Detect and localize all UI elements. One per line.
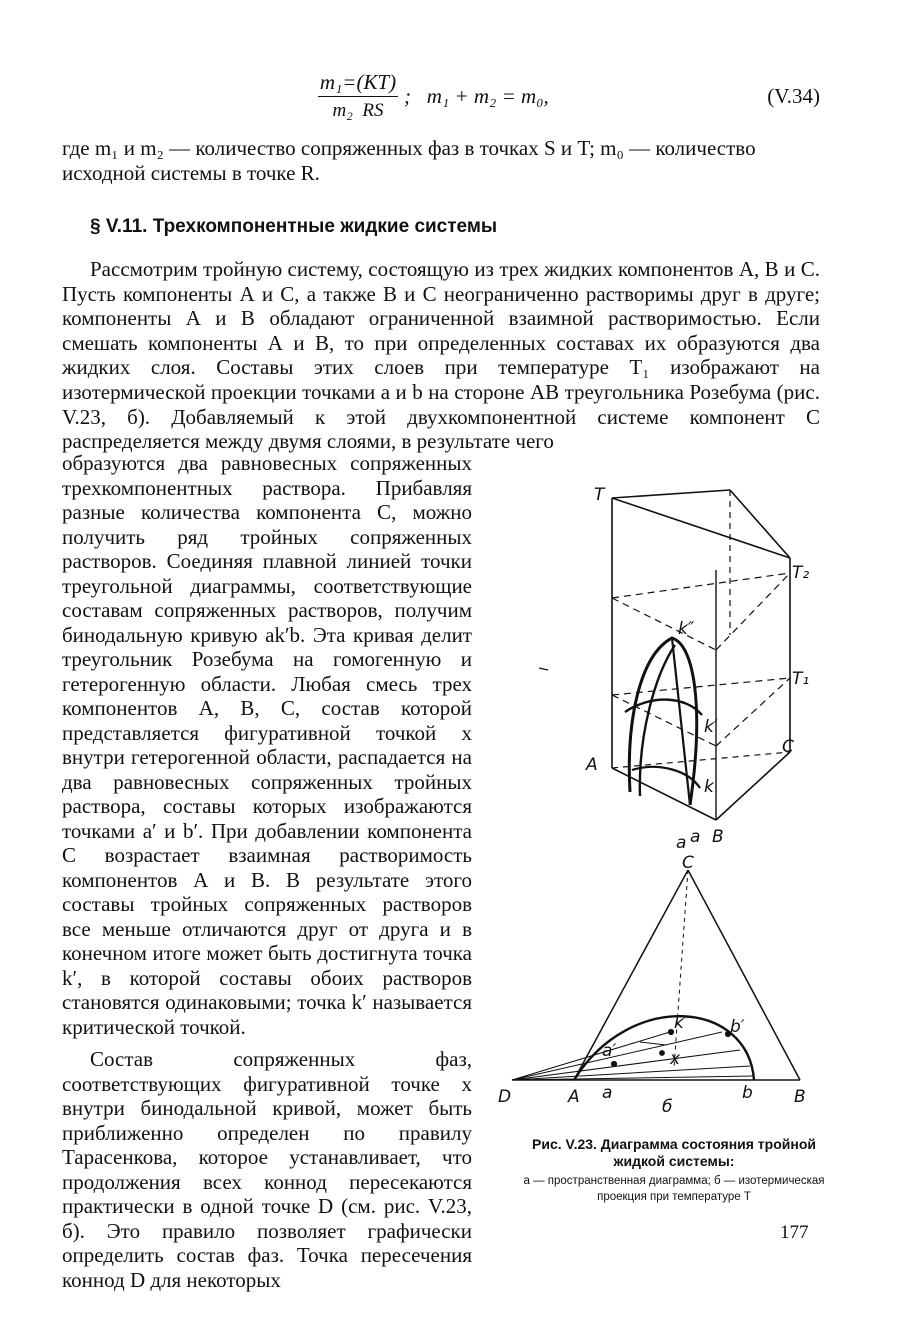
figure-caption — [520, 1136, 828, 1205]
point-x — [660, 1051, 665, 1056]
caption-description: а — пространственная диаграмма; б — изотермическая проекция при температуре T — [523, 1175, 825, 1203]
phase-diagram-svg — [490, 470, 830, 1120]
fraction-numerator: m₁ — [319, 70, 343, 94]
label-a: a — [690, 827, 701, 847]
isothermal-triangle — [512, 870, 800, 1080]
binodal-curve — [574, 1016, 754, 1080]
fraction-bar — [318, 96, 398, 97]
label-C: C — [782, 737, 794, 757]
label-tri-x: x — [670, 1049, 681, 1069]
prism-base-ac-hidden — [612, 752, 790, 768]
figure-v23 — [490, 470, 830, 1120]
label-tri-D: D — [498, 1087, 512, 1107]
tie-line-1 — [512, 1032, 670, 1080]
conode-short — [640, 1042, 666, 1045]
prism-diagram — [539, 490, 790, 820]
mass-sum: m₁ + m₂ = m₀, — [426, 84, 549, 108]
section-heading: § V.11. Трехкомпонентные жидкие системы — [90, 216, 498, 237]
label-T: T — [594, 485, 605, 505]
label-tri-k-prime: k′ — [674, 1013, 688, 1033]
point-a-prime — [611, 1061, 616, 1066]
label-tri-a-prime: a′ — [602, 1041, 617, 1061]
tie-line-2 — [512, 1032, 722, 1080]
label-tri-b-prime: b′ — [730, 1017, 745, 1037]
label-tri-A: A — [568, 1087, 580, 1107]
tie-line-3 — [512, 1050, 740, 1080]
binodal-surface-low — [632, 767, 700, 788]
label-tri-C: C — [682, 853, 694, 873]
fraction-denominator: m₂ — [332, 100, 353, 121]
label-tri-a: a — [602, 1083, 613, 1103]
label-tri-b: b — [742, 1083, 753, 1103]
prism-base-bc — [716, 752, 790, 820]
page-number: 177 — [780, 1222, 809, 1243]
isotherm-t2-side — [716, 573, 790, 650]
label-k-double-prime: k″ — [678, 619, 695, 639]
isotherm-t1-front — [612, 695, 716, 746]
panel-label-a: а — [676, 833, 687, 853]
label-k-prime: k′ — [704, 717, 718, 737]
fraction: m₁=(KT) m₂ RS — [319, 70, 397, 121]
label-A: A — [586, 755, 598, 775]
equation-v34: m₁=(KT) m₂ RS ; m₁ + m₂ = m₀, (V.34) — [319, 70, 820, 121]
label-T1: T₁ — [792, 669, 810, 689]
fraction-numerator-right: (KT) — [356, 70, 397, 94]
fraction-denominator-right: RS — [362, 100, 384, 121]
paragraph-tarasenkov: Состав сопряженных фаз, соответствующих фигуративной точке x внутри бинодальной кривой, может быть приближенно определен по правилу Тарасенкова, которое устанавливает, что продолжения всех коннод пересекаются практически в одной точке D (см. рис. V.23, б). Это правило позволяет графически определить состав фаз. Точка пересечения коннод D для некоторых — [62, 1047, 472, 1292]
prism-top-edge-back — [612, 490, 730, 498]
paragraph-intro: Рассмотрим тройную систему, состоящую из трех жидких компонентов А, В и С. Пусть компоненты А и С, а также В и С неограниченно растворимы друг в друге; компоненты А и В обладают ограниченной взаимной растворимостью. Если смешать компоненты А и В, то при определенных составах их образуются два жидких слоя. Составы этих слоев при температуре T₁ изображают на изотермической проекции точками a и b на стороне AB треугольника Розебума (рис. V.23, б). Добавляемый к этой двухкомпонентной системе компонент С распределяется между двумя слоями, в результате чего — [62, 257, 820, 454]
point-k-prime — [668, 1029, 673, 1034]
composition-line-cx — [674, 870, 688, 1068]
panel-label-b: б — [662, 1097, 673, 1117]
critical-curve — [672, 638, 690, 805]
label-k: k — [704, 777, 714, 797]
paragraph-binodal: образуются два равновесных сопряженных трехкомпонентных раствора. Прибавляя разные количества компонента С, можно получить ряд тройных сопряженных растворов. Соединяя плавной линией точки треугольной диаграммы, соответствующие составам сопряженных растворов, получим бинодальную кривую ak′b. Эта кривая делит треугольник Розебума на гомогенную и гетерогенную области. Любая смесь трех компонентов А, В, С, состав которой представляется фигуративной точкой x внутри гетерогенной области, распадается на два равновесных сопряженных тройных раствора, составы которых изображаются точками a′ и b′. При добавлении компонента С возрастает взаимная растворимость компонентов А и В. В результате этого составы тройных сопряженных растворов все меньше отличаются друг от друга и в конечном итоге может быть достигнута точка k′, в которой составы обоих растворов становятся одинаковыми; точка k′ называется критической точкой. — [62, 451, 472, 1039]
margin-dash — [539, 668, 548, 670]
label-B: B — [712, 827, 724, 847]
caption-title: Рис. V.23. Диаграмма состояния тройной жидкой системы: — [532, 1136, 816, 1169]
isotherm-t1-side — [716, 678, 790, 746]
label-T2: T₂ — [792, 563, 810, 583]
equation-number: (V.34) — [767, 84, 820, 108]
where-text: где m₁ и m₂ — количество сопряженных фаз в точках S и T; m₀ — количество исходной системы в точке R. — [62, 136, 756, 185]
prism-labels — [585, 485, 809, 853]
label-tri-B: B — [794, 1087, 806, 1107]
prism-base-ab — [612, 768, 716, 820]
text-column — [62, 451, 472, 1292]
isotherm-t2-back — [612, 573, 790, 598]
